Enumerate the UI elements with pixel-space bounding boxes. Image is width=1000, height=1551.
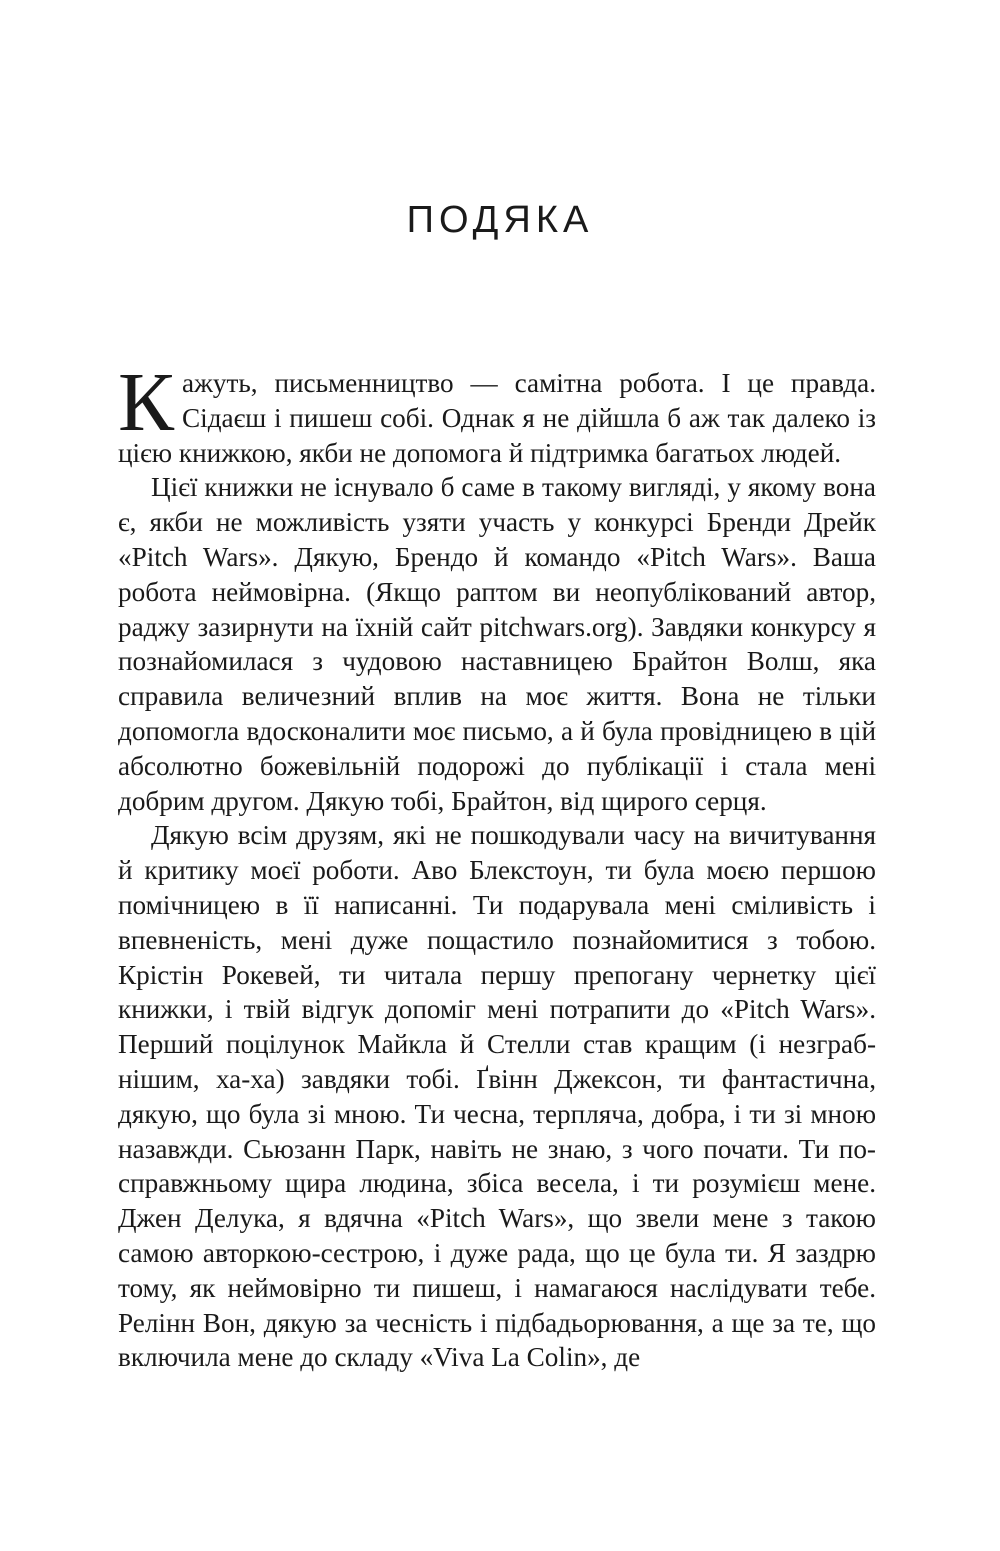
body-text bbox=[118, 356, 876, 1375]
paragraph-3: Дякую всім друзям, які не пошкодували часу на вичитування й критику моєї роботи. Аво Блекстоун, ти була моєю першою помічницею в її написанні. Ти подарувала мені сміливість і впевненість, мені дуже пощастило познайомитися з тобою. Крістін Рокевей, ти читала першу препогану чернетку цієї книжки, і твій відгук допоміг мені потрапити до «Pitch Wars». Перший поцілунок Майкла й Стелли став кращим (і незграбнішим, ха-ха) завдяки тобі. Ґвінн Джексон, ти фантастична, дякую, що була зі мною. Ти чесна, терпляча, добра, і ти зі мною назавжди. Сьюзанн Парк, навіть не знаю, з чого почати. Ти по-справжньому щира людина, збіса весела, і ти розумієш мене. Джен Делука, я вдячна «Pitch Wars», що звели мене з такою самою авторкою-сестрою, і дуже рада, що це була ти. Я заздрю тому, як неймовірно ти пишеш, і намагаюся наслідувати тебе. Релінн Вон, дякую за чесність і підбадьорювання, а ще за те, що включила мене до складу «Viva La Colin», де bbox=[118, 820, 876, 1373]
paragraph-1-text: ажуть, письменництво — самітна робота. І це правда. Сідаєш і пишеш собі. Однак я не дійшла б аж так далеко із цією книжкою, якби не допомога й підтримка багатьох людей. bbox=[118, 368, 876, 468]
paragraph-1 bbox=[118, 356, 876, 470]
paragraph-2: Цієї книжки не існувало б саме в такому вигляді, у якому вона є, якби не можливість узяти участь у конкурсі Бренди Дрейк «Pitch Wars». Дякую, Брендо й командо «Pitch Wars». Ваша робота неймовірна. (Якщо раптом ви неопублікований автор, раджу зазирнути на їхній сайт pitchwars.org). Завдяки конкурсу я познайомилася з чудовою наставницею Брайтон Волш, яка справила величезний вплив на моє життя. Вона не тільки допомогла вдосконалити моє письмо, а й була провідницею в цій абсолютно божевільній подорожі до публікації і стала мені добрим другом. Дякую тобі, Брайтон, від щирого серця. bbox=[118, 472, 876, 816]
page-title: ПОДЯКА bbox=[406, 199, 594, 241]
drop-cap: К bbox=[118, 356, 175, 449]
